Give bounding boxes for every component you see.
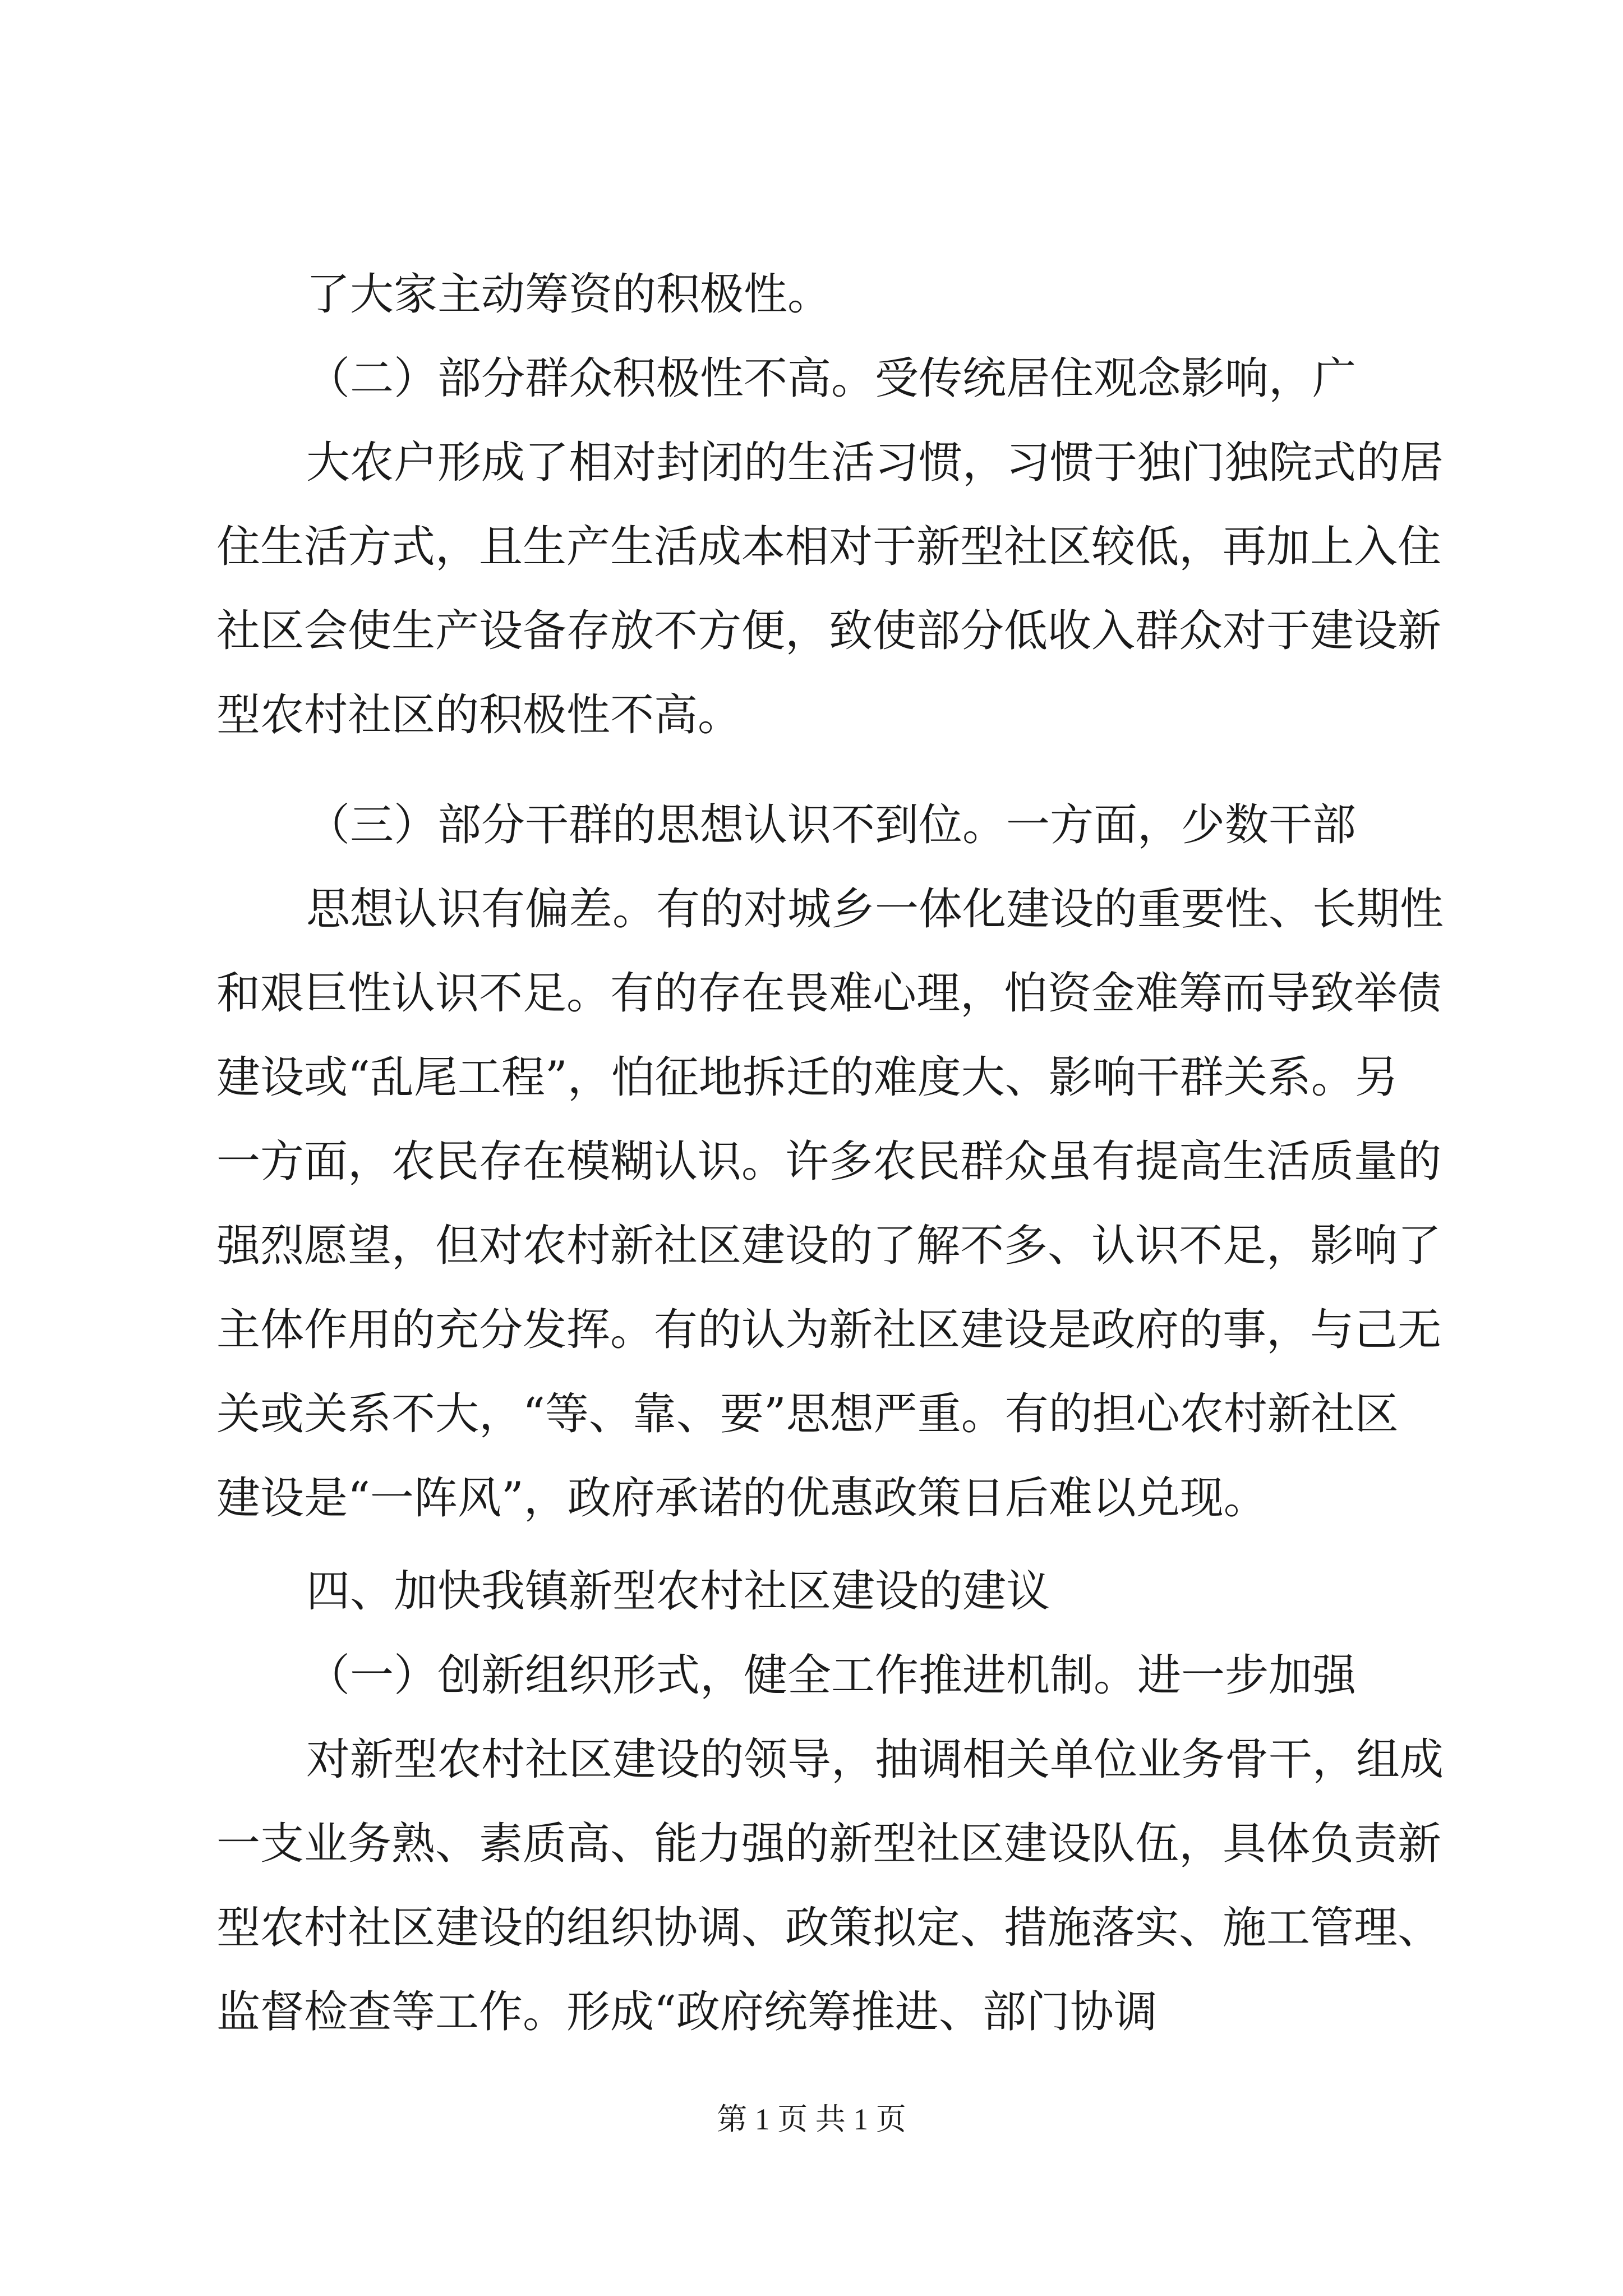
text-line (0, 339, 1623, 418)
text-line-content: 强烈愿望，但对农村新社区建设的了解不多、认识不足，影响了 (216, 1221, 1442, 1271)
text-line-content: 建设或“乱尾工程”，怕征地拆迁的难度大、影响干群关系。另 (216, 1052, 1399, 1103)
text-line-content: 大农户形成了相对封闭的生活习惯，习惯于独门独院式的居 (306, 438, 1444, 488)
text-line-content: 型农村社区的积极性不高。 (216, 690, 742, 740)
text-line (0, 1207, 1623, 1285)
text-line-content: 关或关系不大，“等、靠、要”思想严重。有的担心农村新社区 (216, 1389, 1399, 1439)
text-line-content: 四、加快我镇新型农村社区建设的建议 (306, 1566, 1050, 1617)
text-line-content: （二）部分群众积极性不高。受传统居住观念影响，广 (306, 353, 1357, 404)
text-line (0, 1720, 1623, 1799)
text-line (0, 255, 1623, 334)
text-line (0, 676, 1623, 754)
text-line (0, 592, 1623, 670)
text-line (0, 1038, 1623, 1117)
text-line-content: 型农村社区建设的组织协调、政策拟定、措施落实、施工管理、 (216, 1903, 1442, 1953)
text-line-content: 一支业务熟、素质高、能力强的新型社区建设队伍，具体负责新 (216, 1819, 1442, 1869)
text-line (0, 1459, 1623, 1538)
text-line (0, 1805, 1623, 1883)
text-line-content: 监督检查等工作。形成“政府统筹推进、部门协调 (216, 1987, 1158, 2037)
text-line-content: 一方面，农民存在模糊认识。许多农民群众虽有提高生活质量的 (216, 1137, 1442, 1187)
text-line-content: 了大家主动筹资的积极性。 (306, 269, 832, 320)
text-line (0, 1552, 1623, 1631)
text-line (0, 1636, 1623, 1715)
text-line-content: （一）创新组织形式，健全工作推进机制。进一步加强 (306, 1650, 1357, 1701)
text-line-content: 主体作用的充分发挥。有的认为新社区建设是政府的事，与己无 (216, 1305, 1442, 1355)
page-footer: 第 1 页 共 1 页 (717, 2102, 906, 2136)
text-line (0, 1889, 1623, 1967)
text-line (0, 508, 1623, 586)
text-line-content: 对新型农村社区建设的领导，抽调相关单位业务骨干，组成 (306, 1734, 1444, 1785)
text-line (0, 1122, 1623, 1201)
text-line (0, 954, 1623, 1033)
text-line-content: 和艰巨性认识不足。有的存在畏难心理，怕资金难筹而导致举债 (216, 968, 1442, 1019)
text-line (0, 786, 1623, 864)
text-line (0, 870, 1623, 949)
text-line-content: （三）部分干群的思想认识不到位。一方面，少数干部 (306, 800, 1357, 850)
text-line (0, 424, 1623, 502)
text-line-content: 社区会使生产设备存放不方便，致使部分低收入群众对于建设新 (216, 606, 1442, 656)
text-line (0, 1291, 1623, 1369)
text-line (0, 1973, 1623, 2051)
text-line-content: 住生活方式，且生产生活成本相对于新型社区较低，再加上入住 (216, 522, 1442, 572)
text-line-content: 建设是“一阵风”，政府承诺的优惠政策日后难以兑现。 (216, 1473, 1267, 1524)
text-line-content: 思想认识有偏差。有的对城乡一体化建设的重要性、长期性 (306, 884, 1444, 935)
text-line (0, 1375, 1623, 1453)
